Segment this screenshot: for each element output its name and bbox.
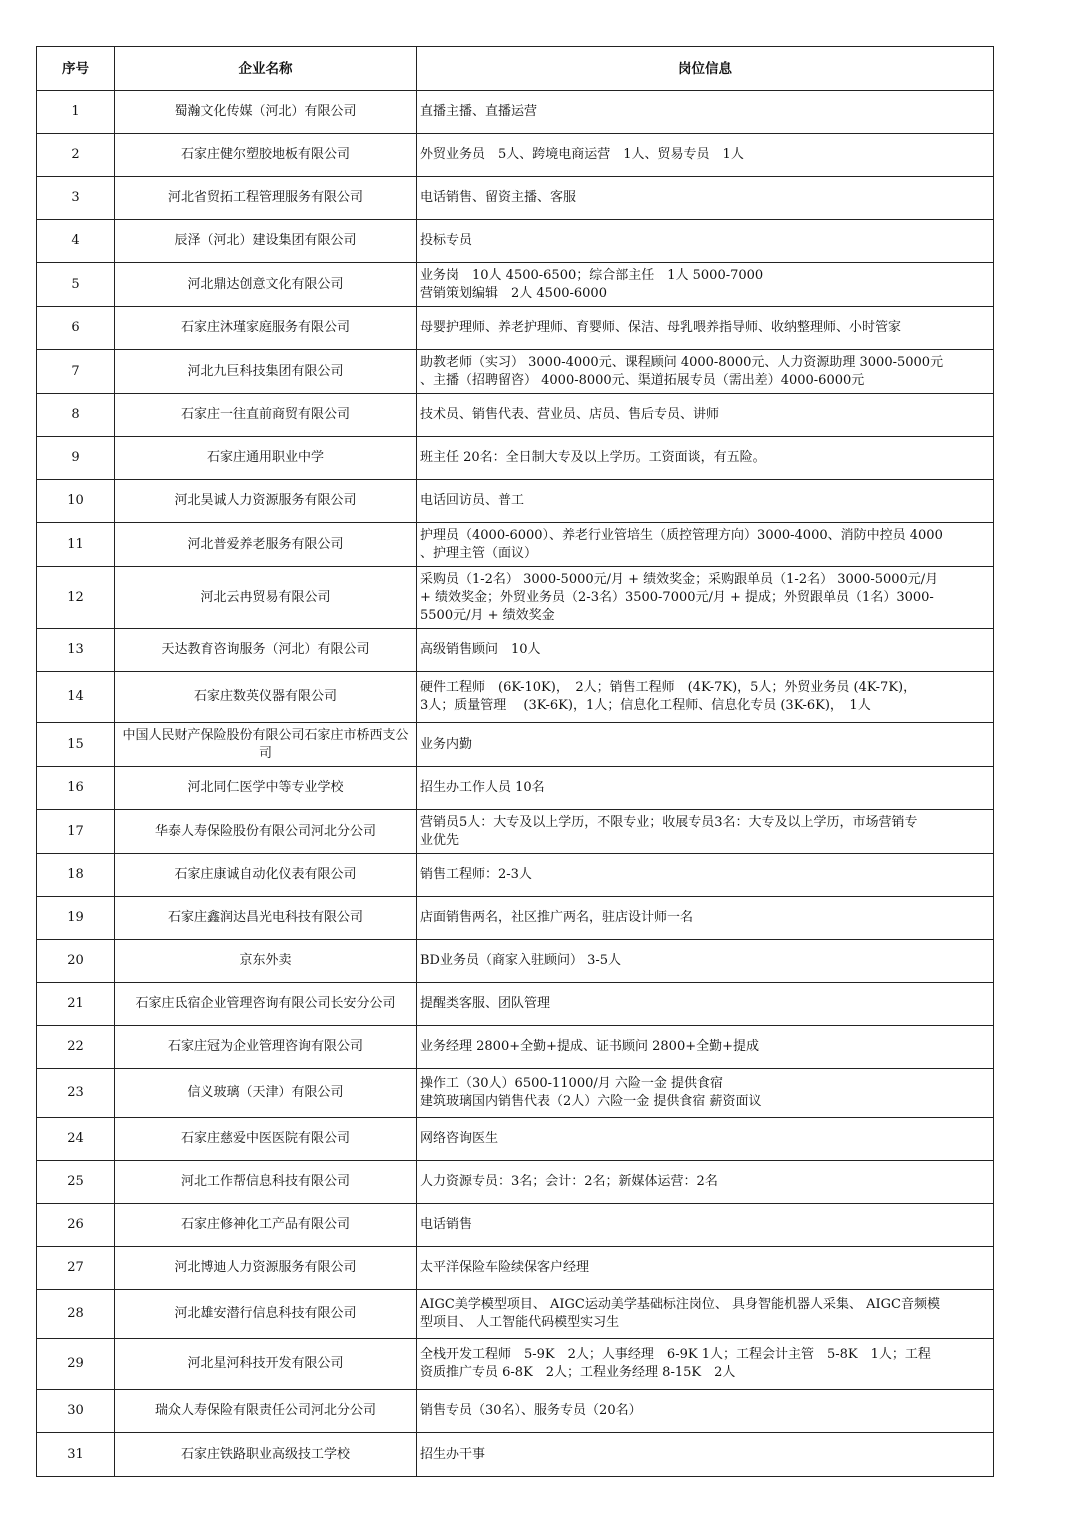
serial-number-cell: 21: [37, 983, 115, 1026]
serial-number-cell: 24: [37, 1118, 115, 1161]
serial-number-cell: 8: [37, 394, 115, 437]
company-name-cell: 石家庄鑫润达昌光电科技有限公司: [115, 897, 417, 940]
position-info-cell: 销售专员（30名）、服务专员（20名）: [417, 1390, 994, 1433]
serial-number-cell: 30: [37, 1390, 115, 1433]
position-info-cell: 网络咨询医生: [417, 1118, 994, 1161]
table-row: [37, 523, 994, 567]
position-info-cell: 太平洋保险车险续保客户经理: [417, 1247, 994, 1290]
serial-number-cell: 9: [37, 437, 115, 480]
table-row: [37, 672, 994, 723]
header-row: [37, 47, 994, 91]
serial-number-cell: 23: [37, 1069, 115, 1118]
position-info-cell: 投标专员: [417, 220, 994, 263]
position-info-cell: 销售工程师：2-3人: [417, 854, 994, 897]
position-info-cell: 外贸业务员 5人、跨境电商运营 1人、贸易专员 1人: [417, 134, 994, 177]
table-row: [37, 91, 994, 134]
position-info-cell: 技术员、销售代表、营业员、店员、售后专员、讲师: [417, 394, 994, 437]
table-row: [37, 350, 994, 394]
serial-number-cell: 17: [37, 810, 115, 854]
serial-number-cell: 18: [37, 854, 115, 897]
table-row: [37, 1433, 994, 1477]
company-name-cell: 河北省贸拓工程管理服务有限公司: [115, 177, 417, 220]
table-row: [37, 1390, 994, 1433]
company-name-cell: 石家庄修神化工产品有限公司: [115, 1204, 417, 1247]
company-name-cell: 中国人民财产保险股份有限公司石家庄市桥西支公司: [115, 723, 417, 767]
table-row: [37, 983, 994, 1026]
company-name-cell: 河北星河科技开发有限公司: [115, 1339, 417, 1390]
position-info-cell: 电话销售: [417, 1204, 994, 1247]
company-name-cell: 天达教育咨询服务（河北）有限公司: [115, 629, 417, 672]
company-name-cell: 信义玻璃（天津）有限公司: [115, 1069, 417, 1118]
header-company-name: 企业名称: [115, 47, 417, 91]
position-info-cell: AIGC美学模型项目、 AIGC运动美学基础标注岗位、 具身智能机器人采集、 AIGC音频模 型项目、 人工智能代码模型实习生: [417, 1290, 994, 1339]
serial-number-cell: 13: [37, 629, 115, 672]
serial-number-cell: 19: [37, 897, 115, 940]
serial-number-cell: 12: [37, 567, 115, 629]
table-row: [37, 480, 994, 523]
position-info-cell: 业务内勤: [417, 723, 994, 767]
position-info-cell: 班主任 20名：全日制大专及以上学历。工资面谈，有五险。: [417, 437, 994, 480]
company-name-cell: 河北昊诚人力资源服务有限公司: [115, 480, 417, 523]
table-row: [37, 437, 994, 480]
serial-number-cell: 25: [37, 1161, 115, 1204]
position-info-cell: 助教老师（实习） 3000-4000元、课程顾问 4000-8000元、人力资源助理 3000-5000元 、主播（招聘留咨） 4000-8000元、渠道拓展专员（需出差）4000-6000元: [417, 350, 994, 394]
position-info-cell: 提醒类客服、团队管理: [417, 983, 994, 1026]
header-position-info: 岗位信息: [417, 47, 994, 91]
position-info-cell: 业务岗 10人 4500-6500；综合部主任 1人 5000-7000 营销策划编辑 2人 4500-6000: [417, 263, 994, 307]
position-info-cell: 电话销售、留资主播、客服: [417, 177, 994, 220]
serial-number-cell: 28: [37, 1290, 115, 1339]
company-name-cell: 河北博迪人力资源服务有限公司: [115, 1247, 417, 1290]
position-info-cell: 店面销售两名，社区推广两名，驻店设计师一名: [417, 897, 994, 940]
position-info-cell: 采购员（1-2名） 3000-5000元/月 + 绩效奖金；采购跟单员（1-2名） 3000-5000元/月 + 绩效奖金；外贸业务员（2-3名）3500-7000元/月 + 提成；外贸跟单员（1名）3000- 5500元/月 + 绩效奖金: [417, 567, 994, 629]
position-info-cell: 全栈开发工程师 5-9K 2人；人事经理 6-9K 1人；工程会计主管 5-8K 1人；工程 资质推广专员 6-8K 2人；工程业务经理 8-15K 2人: [417, 1339, 994, 1390]
position-info-cell: 招生办干事: [417, 1433, 994, 1477]
serial-number-cell: 20: [37, 940, 115, 983]
company-name-cell: 石家庄通用职业中学: [115, 437, 417, 480]
position-info-cell: 护理员（4000-6000）、养老行业管培生（质控管理方向）3000-4000、消防中控员 4000 、护理主管（面议）: [417, 523, 994, 567]
serial-number-cell: 3: [37, 177, 115, 220]
position-info-cell: 招生办工作人员 10名: [417, 767, 994, 810]
table-body: [37, 91, 994, 1477]
serial-number-cell: 31: [37, 1433, 115, 1477]
table-row: [37, 1247, 994, 1290]
header-serial-number: 序号: [37, 47, 115, 91]
table-row: [37, 1069, 994, 1118]
serial-number-cell: 10: [37, 480, 115, 523]
position-info-cell: 直播主播、直播运营: [417, 91, 994, 134]
company-name-cell: 河北工作帮信息科技有限公司: [115, 1161, 417, 1204]
table-row: [37, 854, 994, 897]
table-row: [37, 1026, 994, 1069]
serial-number-cell: 11: [37, 523, 115, 567]
serial-number-cell: 26: [37, 1204, 115, 1247]
company-name-cell: 河北同仁医学中等专业学校: [115, 767, 417, 810]
table-row: [37, 567, 994, 629]
company-name-cell: 石家庄数英仪器有限公司: [115, 672, 417, 723]
position-info-cell: 高级销售顾问 10人: [417, 629, 994, 672]
table-row: [37, 940, 994, 983]
serial-number-cell: 29: [37, 1339, 115, 1390]
company-name-cell: 石家庄康诚自动化仪表有限公司: [115, 854, 417, 897]
position-info-cell: 电话回访员、普工: [417, 480, 994, 523]
company-name-cell: 河北雄安潜行信息科技有限公司: [115, 1290, 417, 1339]
serial-number-cell: 4: [37, 220, 115, 263]
table-row: [37, 220, 994, 263]
serial-number-cell: 22: [37, 1026, 115, 1069]
table-row: [37, 723, 994, 767]
serial-number-cell: 16: [37, 767, 115, 810]
serial-number-cell: 14: [37, 672, 115, 723]
company-name-cell: 石家庄氐宿企业管理咨询有限公司长安分公司: [115, 983, 417, 1026]
table-row: [37, 134, 994, 177]
company-name-cell: 河北云冉贸易有限公司: [115, 567, 417, 629]
table-row: [37, 1290, 994, 1339]
position-info-cell: 硬件工程师 (6K-10K)， 2人；销售工程师 (4K-7K)，5人；外贸业务员 (4K-7K)， 3人；质量管理 (3K-6K)，1人；信息化工程师、信息化专员 (3K-6K)， 1人: [417, 672, 994, 723]
position-info-cell: 人力资源专员：3名；会计：2名；新媒体运营：2名: [417, 1161, 994, 1204]
table-row: [37, 177, 994, 220]
table-row: [37, 1161, 994, 1204]
serial-number-cell: 5: [37, 263, 115, 307]
table-row: [37, 1204, 994, 1247]
serial-number-cell: 1: [37, 91, 115, 134]
company-name-cell: 石家庄铁路职业高级技工学校: [115, 1433, 417, 1477]
table-row: [37, 307, 994, 350]
table-row: [37, 767, 994, 810]
serial-number-cell: 2: [37, 134, 115, 177]
company-name-cell: 河北普爱养老服务有限公司: [115, 523, 417, 567]
company-name-cell: 石家庄健尔塑胶地板有限公司: [115, 134, 417, 177]
table-row: [37, 1339, 994, 1390]
position-info-cell: 业务经理 2800+全勤+提成、证书顾问 2800+全勤+提成: [417, 1026, 994, 1069]
company-name-cell: 华泰人寿保险股份有限公司河北分公司: [115, 810, 417, 854]
company-name-cell: 辰泽（河北）建设集团有限公司: [115, 220, 417, 263]
company-name-cell: 石家庄慈爱中医医院有限公司: [115, 1118, 417, 1161]
table-row: [37, 810, 994, 854]
serial-number-cell: 7: [37, 350, 115, 394]
table-row: [37, 1118, 994, 1161]
company-name-cell: 石家庄一往直前商贸有限公司: [115, 394, 417, 437]
position-info-cell: BD业务员（商家入驻顾问） 3-5人: [417, 940, 994, 983]
company-name-cell: 河北九巨科技集团有限公司: [115, 350, 417, 394]
company-name-cell: 河北鼎达创意文化有限公司: [115, 263, 417, 307]
job-listing-table: [36, 46, 994, 1477]
serial-number-cell: 15: [37, 723, 115, 767]
table-row: [37, 897, 994, 940]
position-info-cell: 操作工（30人）6500-11000/月 六险一金 提供食宿 建筑玻璃国内销售代表（2人）六险一金 提供食宿 薪资面议: [417, 1069, 994, 1118]
company-name-cell: 石家庄冠为企业管理咨询有限公司: [115, 1026, 417, 1069]
table-row: [37, 629, 994, 672]
position-info-cell: 母婴护理师、养老护理师、育婴师、保洁、母乳喂养指导师、收纳整理师、小时管家: [417, 307, 994, 350]
position-info-cell: 营销员5人：大专及以上学历，不限专业；收展专员3名：大专及以上学历，市场营销专 业优先: [417, 810, 994, 854]
table-row: [37, 394, 994, 437]
company-name-cell: 蜀瀚文化传媒（河北）有限公司: [115, 91, 417, 134]
company-name-cell: 石家庄沐瑾家庭服务有限公司: [115, 307, 417, 350]
serial-number-cell: 6: [37, 307, 115, 350]
table-row: [37, 263, 994, 307]
company-name-cell: 京东外卖: [115, 940, 417, 983]
company-name-cell: 瑞众人寿保险有限责任公司河北分公司: [115, 1390, 417, 1433]
serial-number-cell: 27: [37, 1247, 115, 1290]
